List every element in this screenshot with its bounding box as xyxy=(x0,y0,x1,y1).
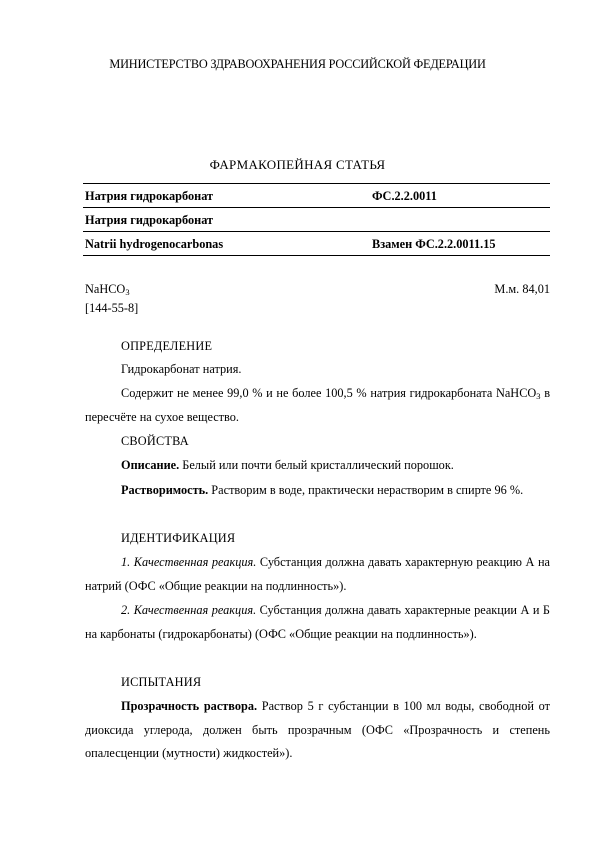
header-top-rule xyxy=(83,183,550,184)
header-rule-1 xyxy=(83,207,550,208)
cas-number: [144-55-8] xyxy=(85,301,139,315)
replaces-code: Взамен ФС.2.2.0011.15 xyxy=(372,237,496,251)
description-paragraph: Описание. Белый или почти белый кристаллический порошок. xyxy=(121,458,454,472)
document-title: ФАРМАКОПЕЙНАЯ СТАТЬЯ xyxy=(209,157,386,172)
solubility-paragraph: Растворимость. Растворим в воде, практически нерастворим в спирте 96 %. xyxy=(121,483,524,497)
clarity-of-solution-paragraph: Прозрачность раствора. Раствор 5 г субстанции в 100 мл воды, свободной от диоксида углерода, должен быть прозрачным (ОФС «Прозрачность и степень опалесценции (мутности) жидкостей»). xyxy=(85,699,550,760)
monograph-code: ФС.2.2.0011 xyxy=(372,189,437,203)
definition-text: Гидрокарбонат натрия. xyxy=(121,362,242,376)
ministry-heading: МИНИСТЕРСТВО ЗДРАВООХРАНЕНИЯ РОССИЙСКОЙ ФЕДЕРАЦИИ xyxy=(109,57,486,71)
monograph-name-latin: Natrii hydrogenocarbonas xyxy=(85,237,224,251)
header-rule-2 xyxy=(83,231,550,232)
section-heading-identification: ИДЕНТИФИКАЦИЯ xyxy=(121,531,236,545)
section-heading-properties: СВОЙСТВА xyxy=(121,434,189,448)
molar-mass: М.м. 84,01 xyxy=(494,282,550,296)
section-heading-tests: ИСПЫТАНИЯ xyxy=(121,675,202,689)
identification-item-1: 1. Качественная реакция. Субстанция должна давать характерную реакцию А на натрий (ОФС «Общие реакции на подлинность»). xyxy=(85,555,550,593)
identification-item-2: 2. Качественная реакция. Субстанция должна давать характерные реакции А и Б на карбонаты (гидрокарбонаты) (ОФС «Общие реакции на подлинность»). xyxy=(85,603,550,641)
section-heading-definition: ОПРЕДЕЛЕНИЕ xyxy=(121,339,213,353)
header-bottom-rule xyxy=(83,255,550,256)
assay-content-paragraph: Содержит не менее 99,0 % и не более 100,5 % натрия гидрокарбоната NaHCO$_3$ в пересчёте на сухое вещество. xyxy=(85,386,551,424)
chemical-formula: NaHCO$_3$ xyxy=(85,282,130,297)
monograph-name-ru: Натрия гидрокарбонат xyxy=(85,189,214,203)
monograph-name-ru-2: Натрия гидрокарбонат xyxy=(85,213,214,227)
